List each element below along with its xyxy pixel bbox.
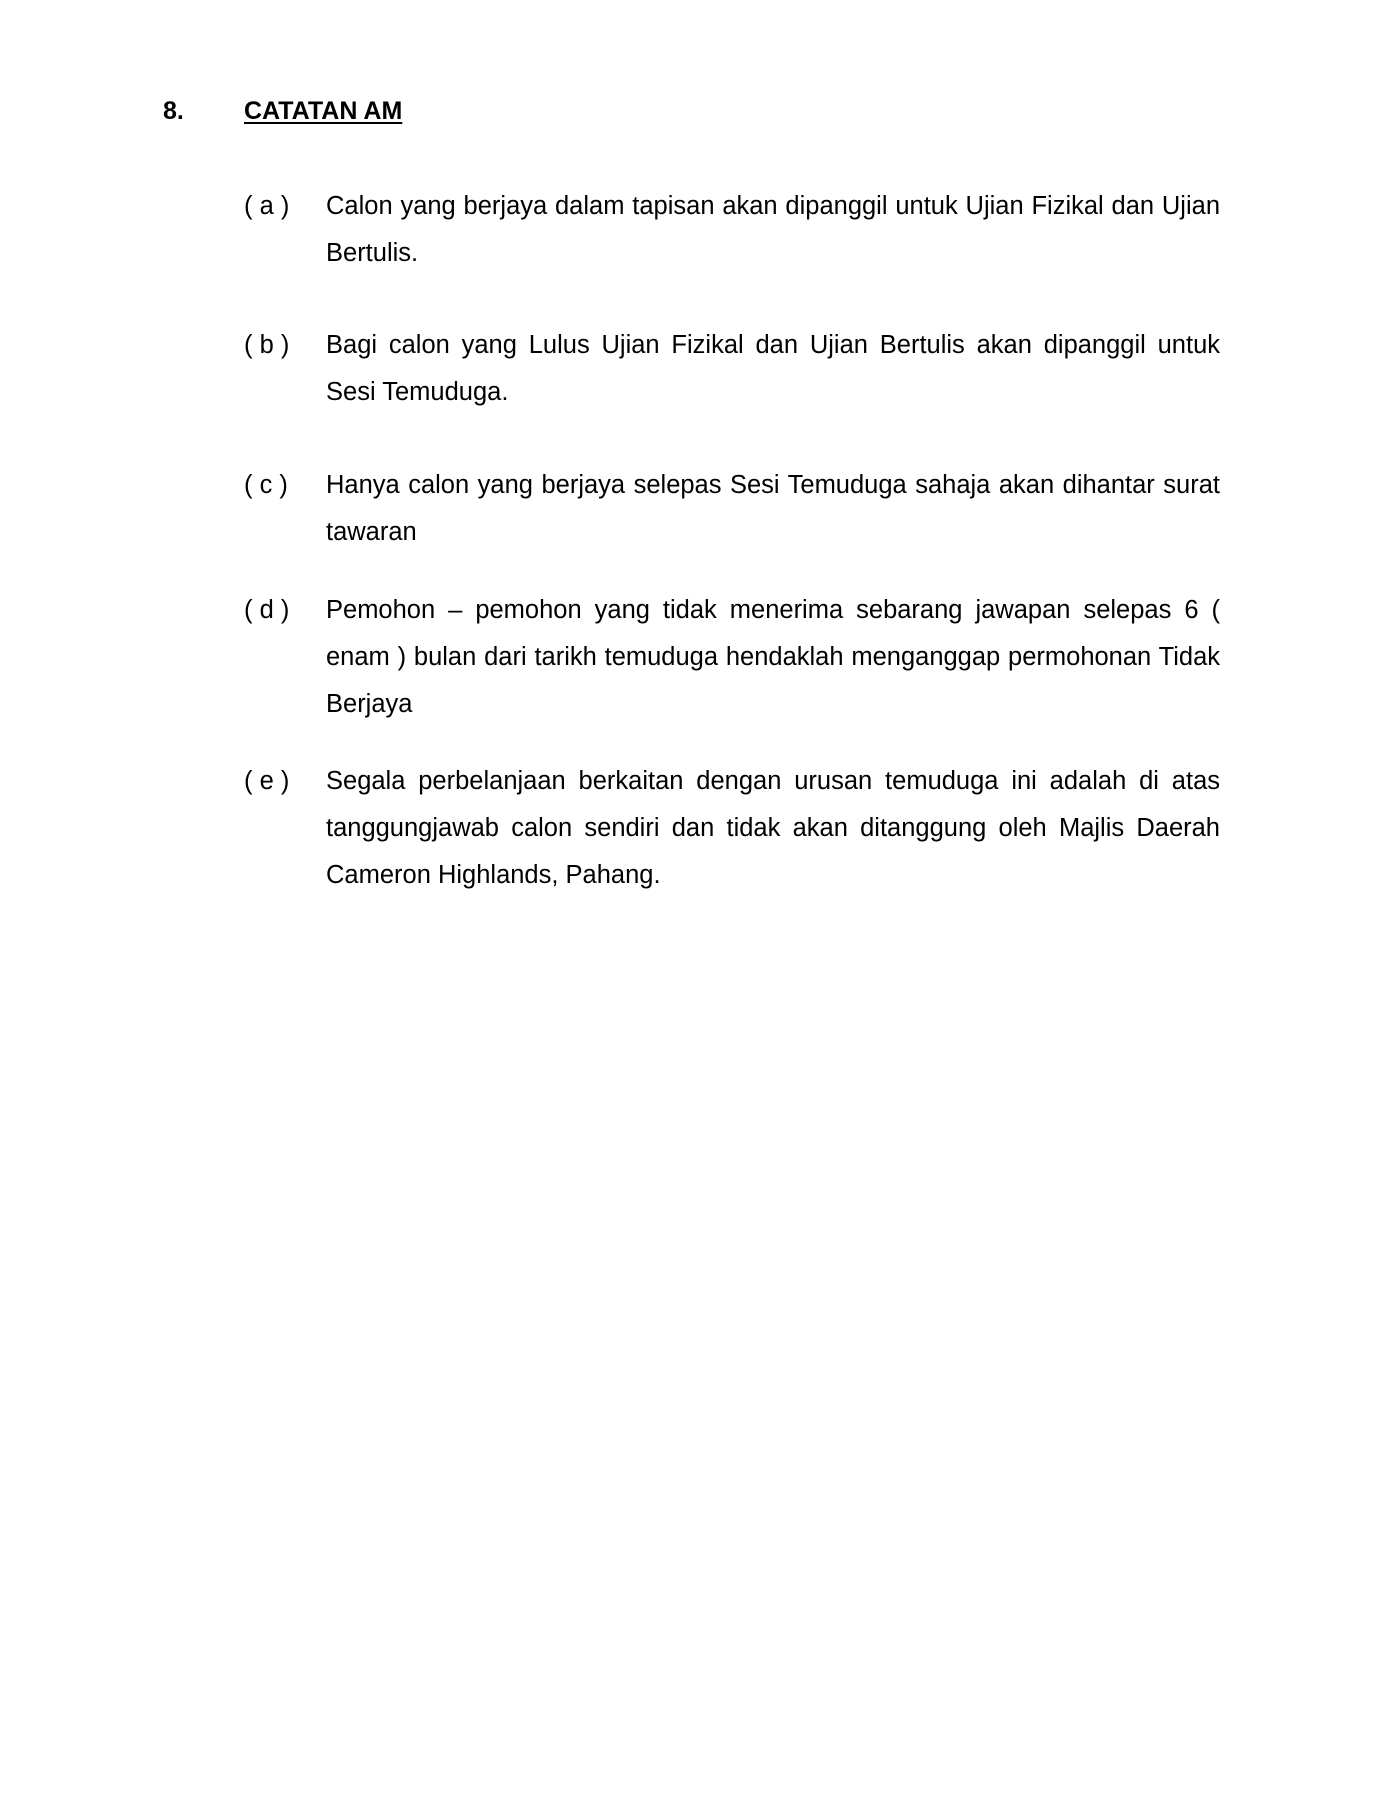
section-number: 8.: [163, 97, 184, 125]
note-text: Pemohon – pemohon yang tidak menerima sebarang jawapan selepas 6 ( enam ) bulan dari tarikh temuduga hendaklah menganggap permohonan Tidak Berjaya: [326, 596, 1220, 718]
note-label: ( c ): [244, 471, 288, 499]
note-text: Segala perbelanjaan berkaitan dengan urusan temuduga ini adalah di atas tanggungjawab calon sendiri dan tidak akan ditanggung oleh Majlis Daerah Cameron Highlands, Pahang.: [326, 767, 1220, 889]
note-label: ( e ): [244, 767, 290, 795]
note-label: ( d ): [244, 596, 290, 624]
note-label: ( b ): [244, 331, 290, 359]
section-title: CATATAN AM: [244, 97, 403, 125]
note-text: Hanya calon yang berjaya selepas Sesi Temuduga sahaja akan dihantar surat tawaran: [326, 471, 1220, 546]
note-label: ( a ): [244, 192, 290, 220]
note-text: Calon yang berjaya dalam tapisan akan dipanggil untuk Ujian Fizikal dan Ujian Bertulis.: [326, 192, 1220, 267]
note-text: Bagi calon yang Lulus Ujian Fizikal dan Ujian Bertulis akan dipanggil untuk Sesi Temuduga.: [326, 331, 1220, 406]
